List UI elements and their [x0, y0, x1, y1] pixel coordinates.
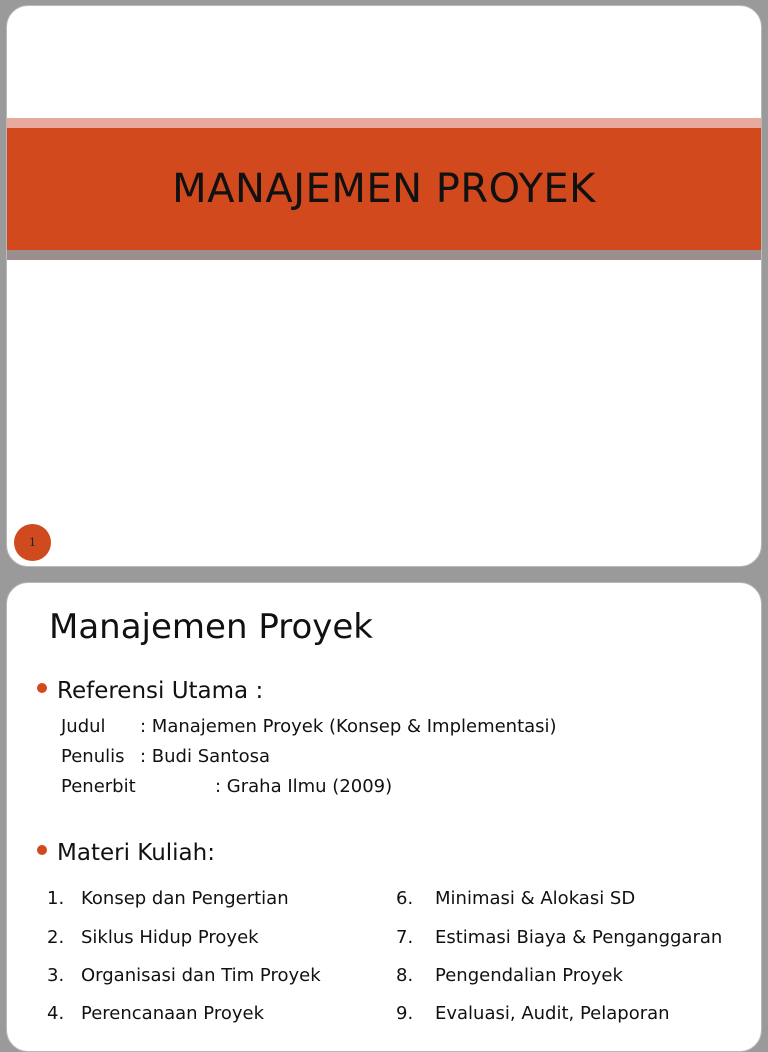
reference-publisher-line: [61, 776, 392, 797]
materials-heading: Materi Kuliah:: [57, 840, 215, 866]
list-item: 2. Siklus Hidup Proyek: [47, 927, 259, 948]
reference-author-label: Penulis: [61, 746, 125, 767]
list-item: 3. Organisasi dan Tim Proyek: [47, 965, 321, 986]
list-item: 1. Konsep dan Pengertian: [47, 888, 289, 909]
slide-number-badge: 1: [14, 524, 51, 561]
bullet-icon: [37, 683, 47, 693]
bullet-icon: [37, 845, 47, 855]
reference-author-line: [61, 746, 270, 767]
title-band-top-stripe: [7, 118, 761, 128]
reference-title-value: : Manajemen Proyek (Konsep & Implementasi): [140, 716, 557, 737]
reference-publisher-label: Penerbit: [61, 776, 136, 797]
reference-publisher-value: : Graha Ilmu (2009): [215, 776, 393, 797]
slide-1[interactable]: [6, 5, 762, 567]
slide-2[interactable]: [6, 582, 762, 1052]
slide-2-title: Manajemen Proyek: [49, 607, 373, 647]
list-item: 9. Evaluasi, Audit, Pelaporan: [396, 1003, 670, 1024]
reference-title-line: [61, 716, 557, 737]
list-item: 6. Minimasi & Alokasi SD: [396, 888, 636, 909]
list-item: 7. Estimasi Biaya & Penganggaran: [396, 927, 723, 948]
reference-title-label: Judul: [61, 716, 106, 737]
list-item: 4. Perencanaan Proyek: [47, 1003, 265, 1024]
list-item: 8. Pengendalian Proyek: [396, 965, 623, 986]
slide-1-title: MANAJEMEN PROYEK: [172, 166, 596, 212]
references-heading: Referensi Utama :: [57, 678, 264, 704]
reference-author-value: : Budi Santosa: [140, 746, 271, 767]
title-band-bottom-stripe: [7, 250, 761, 260]
